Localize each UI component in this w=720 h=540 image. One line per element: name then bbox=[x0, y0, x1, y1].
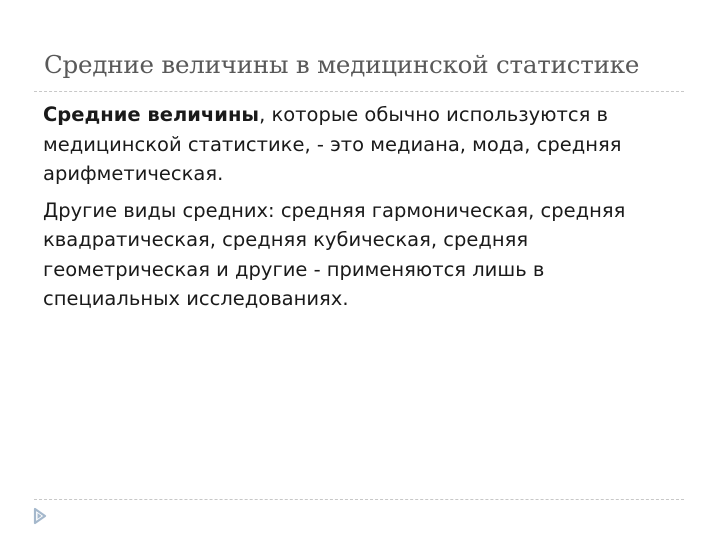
slide-title: Средние величины в медицинской статистике bbox=[44, 50, 640, 79]
triangle-arrow-icon bbox=[33, 507, 47, 525]
paragraph-2: Другие виды средних: средняя гармоническая, средняя квадратическая, средняя кубическая, средняя геометрическая и другие - применяются лишь в специальных исследованиях. bbox=[43, 198, 626, 310]
title-divider bbox=[34, 91, 684, 92]
paragraph-1-text: , которые обычно используются в медицинской статистике, - это медиана, мода, средняя арифметическая. bbox=[43, 103, 622, 185]
paragraph-1-bold-lead: Средние величины bbox=[43, 103, 260, 126]
slide-body bbox=[43, 100, 683, 321]
paragraph-1 bbox=[43, 100, 683, 189]
footer-divider bbox=[34, 499, 684, 500]
